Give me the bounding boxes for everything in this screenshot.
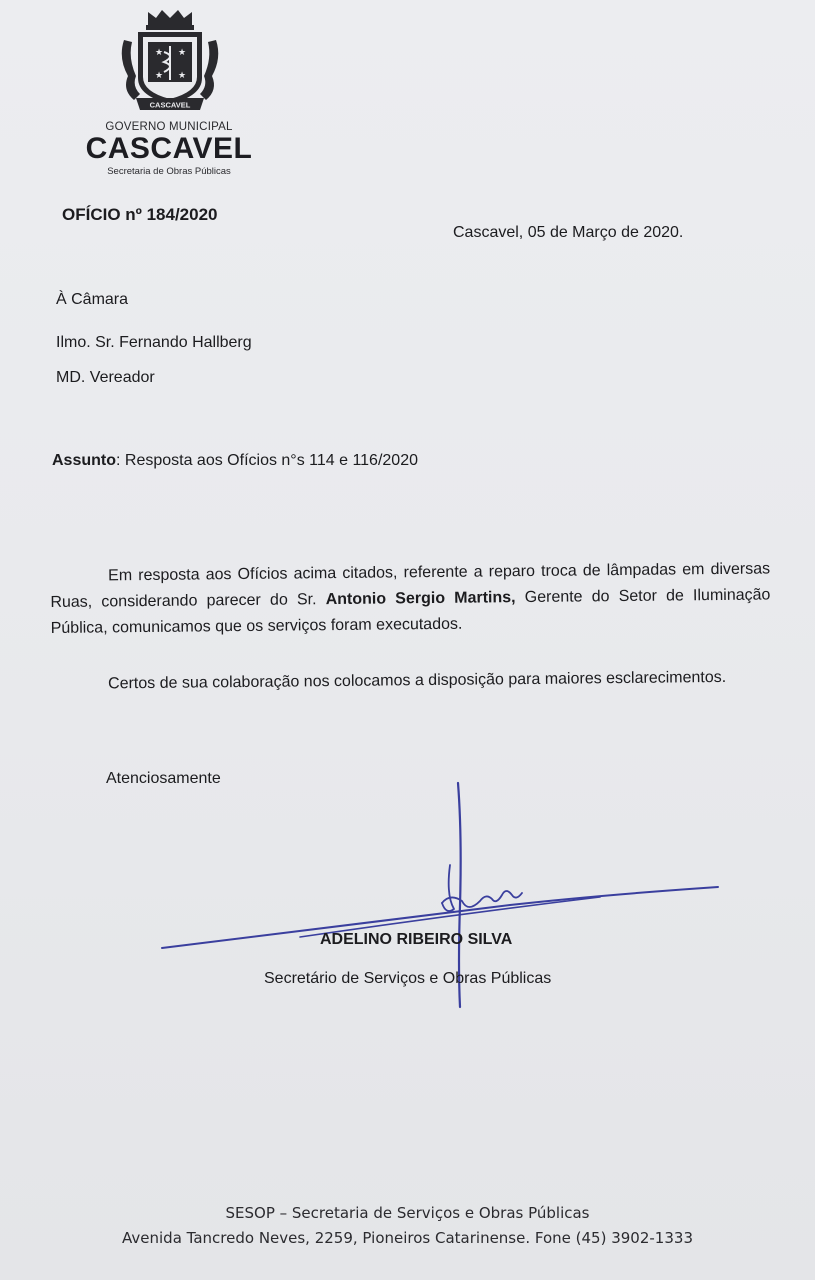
signer-title: Secretário de Serviços e Obras Públicas	[264, 970, 552, 987]
signer-name: ADELINO RIBEIRO SILVA	[320, 931, 513, 948]
subject-text: : Resposta aos Ofícios n°s 114 e 116/2020	[116, 452, 418, 469]
svg-text:★: ★	[178, 71, 187, 81]
subject-label: Assunto	[52, 452, 116, 469]
p1-text-before: Em resposta aos Ofícios acima citados, referente a reparo troca de lâmpadas em diversas Ruas, considerando parecer do Sr.	[50, 560, 771, 611]
body-paragraph-2: Certos de sua colaboração nos colocamos a disposição para maiores esclarecimentos.	[108, 668, 727, 693]
svg-text:★: ★	[178, 48, 187, 58]
document-date: Cascavel, 05 de Março de 2020.	[453, 224, 684, 241]
recipient-line-1: À Câmara	[56, 291, 129, 308]
p1-text-after: Gerente do Setor de Iluminação Pública, comunicamos que os serviços foram executados.	[50, 586, 771, 637]
subject-line	[52, 452, 418, 470]
body-paragraph-1	[50, 556, 771, 642]
recipient-line-2: Ilmo. Sr. Fernando Hallberg	[56, 334, 252, 351]
letterhead-city: CASCAVEL	[85, 132, 253, 165]
letterhead-government: GOVERNO MUNICIPAL	[105, 121, 233, 133]
svg-text:★: ★	[155, 48, 164, 58]
footer-address: Avenida Tancredo Neves, 2259, Pioneiros Catarinense. Fone (45) 3902-1333	[122, 1229, 693, 1247]
closing-salutation: Atenciosamente	[106, 770, 221, 787]
recipient-line-3: MD. Vereador	[56, 369, 155, 386]
svg-text:★: ★	[155, 71, 164, 81]
letterhead-department: Secretaria de Obras Públicas	[107, 166, 231, 177]
city-crest-logo	[118, 6, 222, 116]
document-number: OFÍCIO nº 184/2020	[62, 205, 218, 224]
crest-banner-text: CASCAVEL	[149, 100, 191, 110]
p1-person-name: Antonio Sergio Martins,	[325, 589, 516, 609]
footer-department: SESOP – Secretaria de Serviços e Obras Públicas	[225, 1204, 590, 1222]
